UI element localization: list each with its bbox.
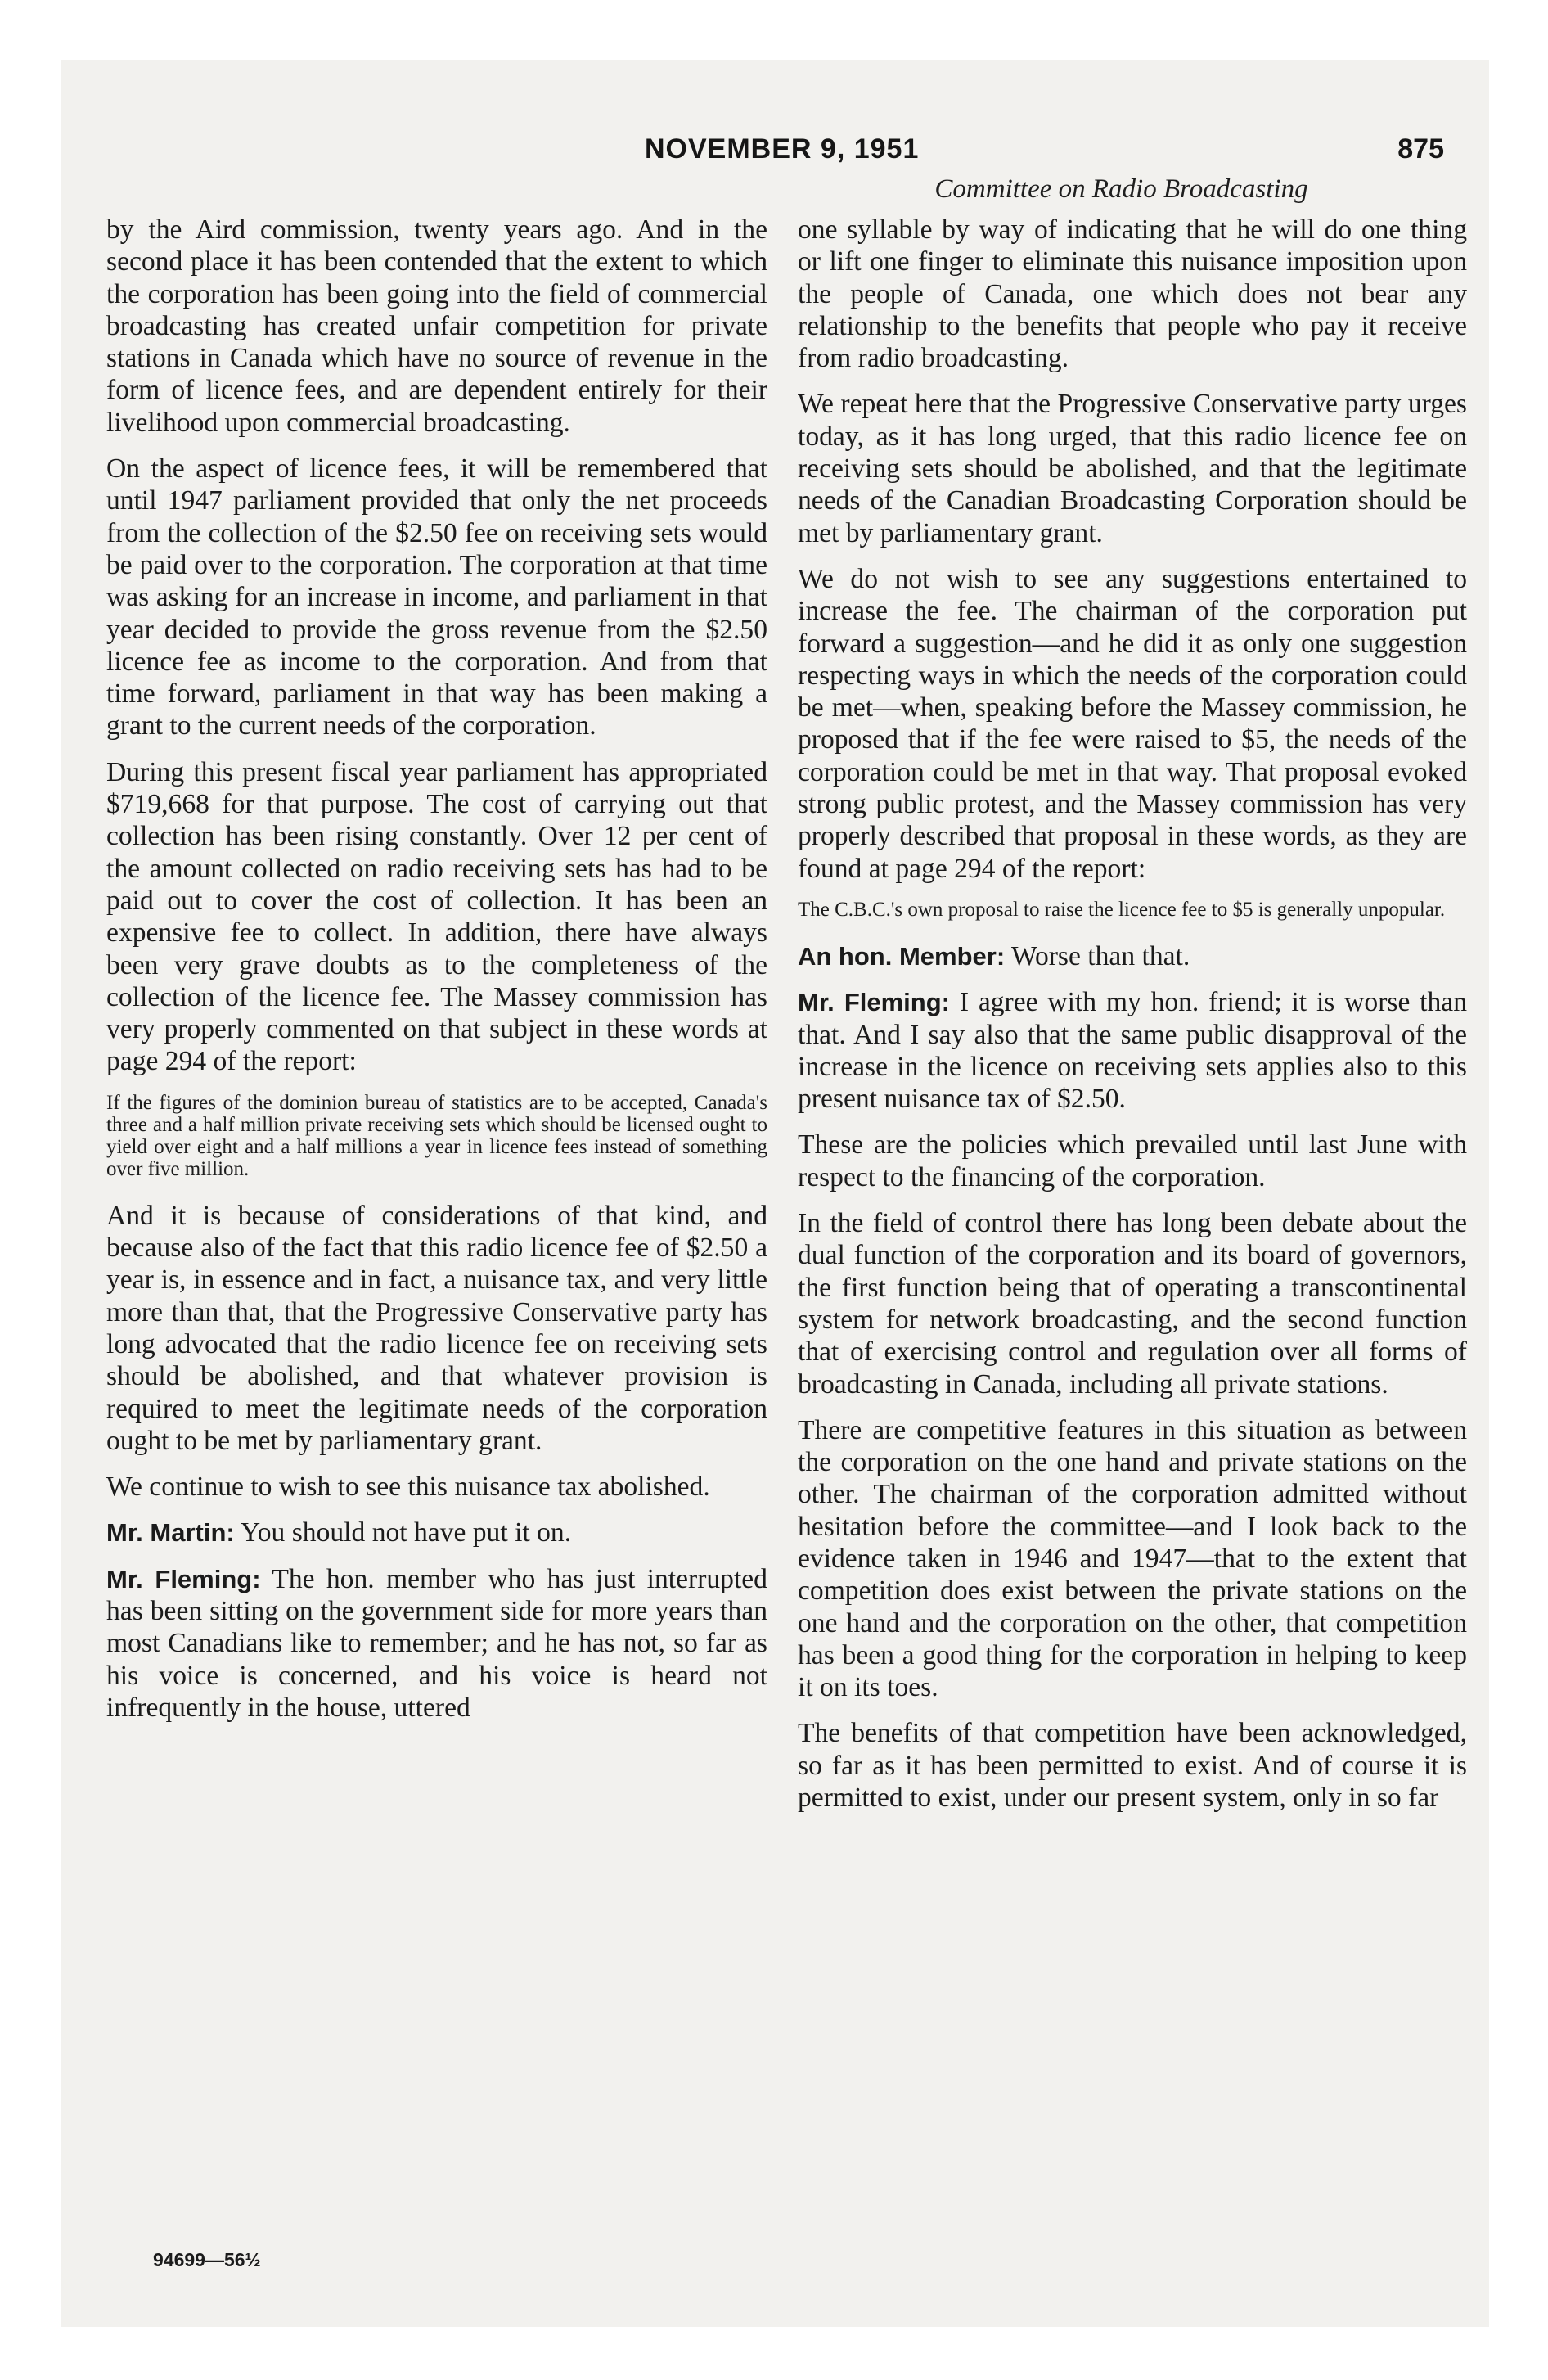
- speaker-hon-member: An hon. Member:: [798, 941, 1006, 971]
- right-paragraph-7: The benefits of that competition have been acknowledged, so far as it has been permitted to exist. And of course it is permitted to exist, under our present system, only in so far: [798, 1718, 1467, 1814]
- left-paragraph-2: On the aspect of licence fees, it will be remembered that until 1947 parliament provided that only the net proceeds from the collection of the $2.50 fee on receiving sets would be paid over to the corporation. The corporation at that time was asking for an increase in income, and parliament in that year decided to provide the gross revenue from the $2.50 licence fee as income to the corporation. And from that time forward, parliament in that way has been making a grant to the current needs of the corporation.: [106, 453, 767, 741]
- member-interjection: [798, 940, 1467, 972]
- member-text: Worse than that.: [1005, 940, 1190, 971]
- page-number: 875: [1397, 133, 1444, 165]
- left-paragraph-1: by the Aird commission, twenty years ago. And in the second place it has been contended that the extent to which the corporation has been going into the field of commercial broadcasting has created unfair competition for private stations in Canada which have no source of revenue in the form of licence fees, and are dependent entirely for their livelihood upon commercial broadcasting.: [106, 214, 767, 438]
- right-paragraph-3: We do not wish to see any suggestions entertained to increase the fee. The chairman of the corporation put forward a suggestion—and he did it as only one suggestion respecting ways in which the needs of the corporation could be met—when, speaking before the Massey commission, he proposed that if the fee were raised to $5, the needs of the corporation could be met in that way. That proposal evoked strong public protest, and the Massey commission has very properly described that proposal in these words, as they are found at page 294 of the report:: [798, 563, 1467, 884]
- martin-text: You should not have put it on.: [234, 1517, 572, 1548]
- header-date: NOVEMBER 9, 1951: [645, 133, 920, 165]
- martin-interjection: [106, 1517, 767, 1548]
- right-quotation: The C.B.C.'s own proposal to raise the licence fee to $5 is generally unpopular.: [798, 898, 1446, 921]
- right-paragraph-2: We repeat here that the Progressive Conservative party urges today, as it has long urged, that this radio licence fee on receiving sets should be abolished, and that the legitimate needs of the Canadian Broadcasting Corporation should be met by parliamentary grant.: [798, 389, 1467, 548]
- left-paragraph-4: And it is because of considerations of that kind, and because also of the fact that this radio licence fee of $2.50 a year is, in essence and in fact, a nuisance tax, and very little more than that, that the Progressive Conservative party has long advocated that the radio licence fee on receiving sets should be abolished, and that whatever provision is required to meet the legitimate needs of the corporation ought to be met by parliamentary grant.: [106, 1200, 767, 1456]
- fleming-reply: [106, 1563, 767, 1724]
- right-paragraph-4: These are the policies which prevailed until last June with respect to the financing of the corporation.: [798, 1129, 1467, 1192]
- right-paragraph-5: In the field of control there has long been debate about the dual function of the corporation and its board of governors, the first function being that of operating a transcontinental system for network broadcasting, and the second function that of exercising control and regulation over all forms of broadcasting in Canada, including all private stations.: [798, 1208, 1467, 1400]
- right-column: [798, 214, 1467, 1828]
- speaker-martin: Mr. Martin:: [106, 1518, 235, 1548]
- print-reference: 94699—56½: [153, 2249, 261, 2270]
- fleming-text: The hon. member who has just interrupted has been sitting on the government side for more years than most Canadians like to remember; and he has not, so far as his voice is concerned, and his voice is heard not infrequently in the house, uttered: [106, 1563, 767, 1723]
- right-paragraph-6: There are competitive features in this situation as between the corporation on the one hand and private stations on the other. The chairman of the corporation admitted without hesitation before the committee—and I look back to the evidence taken in 1946 and 1947—that to the extent that competition does exist between the private stations on the one hand and the corporation on the other, that competition has been a good thing for the corporation in helping to keep it on its toes.: [798, 1414, 1467, 1703]
- page-sheet: [61, 60, 1489, 2327]
- left-paragraph-3: During this present fiscal year parliament has appropriated $719,668 for that purpose. The cost of carrying out that collection has been rising constantly. Over 12 per cent of the amount collected on radio receiving sets has had to be paid out to cover the cost of collection. It has been an expensive fee to collect. In addition, there have always been very grave doubts as to the completeness of the collection of the licence fee. The Massey commission has very properly commented on that subject in these words at page 294 of the report:: [106, 756, 767, 1077]
- speaker-fleming: Mr. Fleming:: [106, 1564, 261, 1593]
- speaker-fleming-2: Mr. Fleming:: [798, 988, 950, 1017]
- left-column: [106, 214, 767, 1738]
- right-paragraph-1: one syllable by way of indicating that he will do one thing or lift one finger to eliminate this nuisance imposition upon the people of Canada, one which does not bear any relationship to the benefits that people who pay it receive from radio broadcasting.: [798, 214, 1467, 374]
- fleming-response: [798, 986, 1467, 1115]
- running-subtitle: Committee on Radio Broadcasting: [934, 174, 1308, 204]
- left-quotation: If the figures of the dominion bureau of statistics are to be accepted, Canada's three and a half million private receiving sets which should be licensed ought to yield over eight and a half millions a year in licence fees instead of something over five million.: [106, 1091, 767, 1180]
- fleming-response-text: I agree with my hon. friend; it is worse than that. And I say also that the same public disapproval of the increase in the licence on receiving sets applies also to this present nuisance tax of $2.50.: [798, 987, 1467, 1115]
- left-paragraph-5: We continue to wish to see this nuisance tax abolished.: [106, 1472, 710, 1503]
